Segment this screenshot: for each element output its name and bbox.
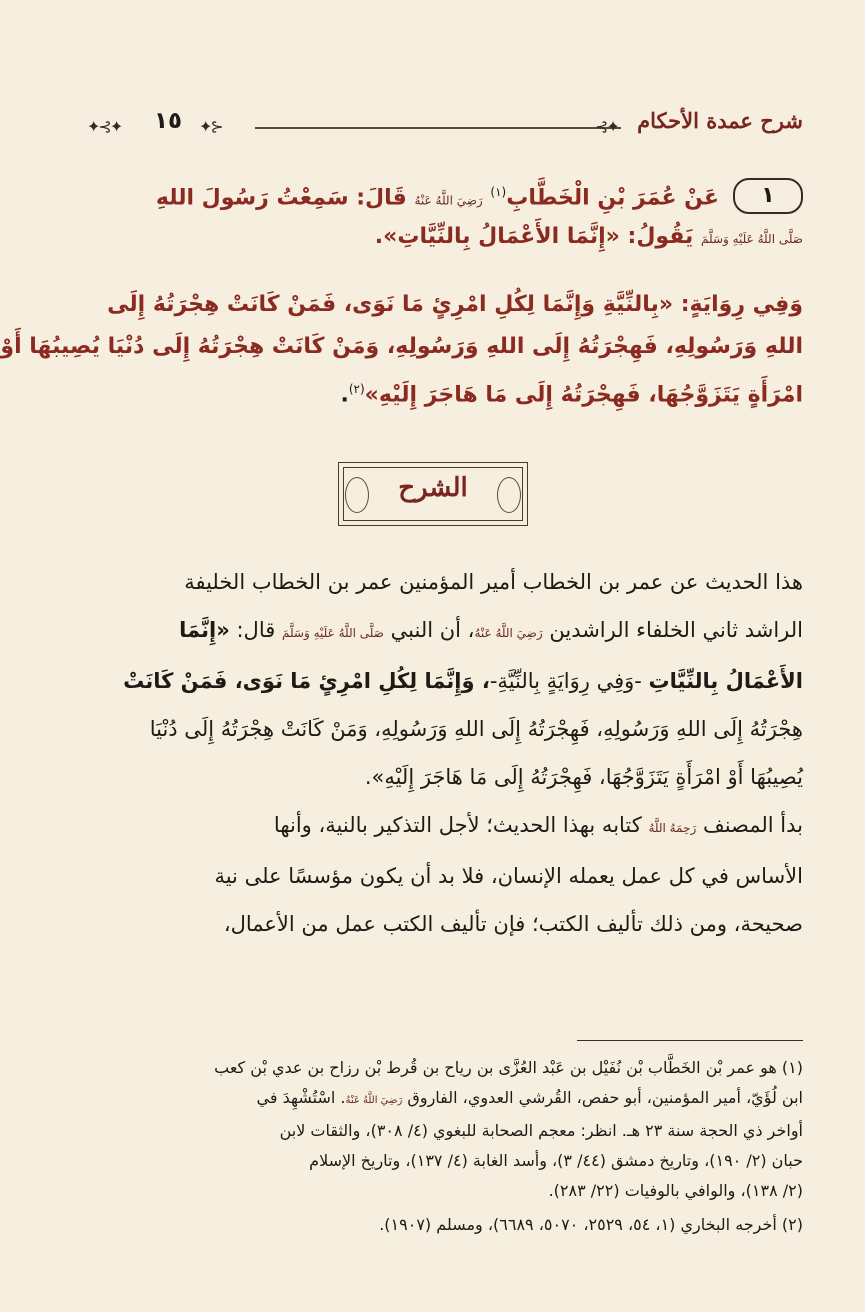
hadith-quote: اللهِ وَرَسُولِهِ، فَهِجْرَتُهُ إِلَى اللهِ وَرَسُولِهِ، وَمَنْ كَانَتْ هِجْرَتُهُ إِلَى دُنْيَا يُصِيبُهَا أَوْ (0, 334, 803, 359)
ornament-icon: ✦⊱✦ (87, 117, 122, 136)
text: الراشد ثاني الخلفاء الراشدين (549, 618, 803, 642)
footnote-line: (٢/ ١٣٨)، والوافي بالوفيات (٢٢/ ٢٨٣). (548, 1181, 803, 1200)
page-header (87, 108, 803, 148)
narrator-name: عَنْ عُمَرَ بْنِ الْخَطَّابِ (506, 185, 719, 211)
section-title-box (338, 462, 528, 526)
header-rule (255, 127, 621, 129)
punctuation: . (340, 382, 349, 408)
honorific: رَحِمَهُ اللَّهُ (648, 821, 697, 835)
body-line (93, 808, 803, 845)
text: ، أن النبي (390, 618, 475, 642)
body-line: هذا الحديث عن عمر بن الخطاب أمير المؤمنين عمر بن الخطاب الخليفة (184, 570, 803, 594)
body-line: صحيحة، ومن ذلك تأليف الكتب؛ فإن تأليف الكتب عمل من الأعمال، (223, 912, 803, 936)
body-line: الأساس في كل عمل يعمله الإنسان، فلا بد أن يكون مؤسسًا على نية (214, 864, 803, 888)
hadith-line (93, 290, 803, 320)
running-title: شرح عمدة الأحكام (637, 108, 803, 133)
footnote-line: حبان (٢/ ١٩٠)، وتاريخ دمشق (٤٤/ ٣)، وأسد الغابة (٤/ ١٣٧)، وتاريخ الإسلام (309, 1151, 803, 1170)
footnote-line: (١) هو عمر بْن الخَطَّاب بْن نُفَيْل بن عَبْد العُزَّى بن رياح بن قُرط بْن رزاح بن عدي بْن كعب (214, 1058, 803, 1077)
honorific: رَضِيَ اللَّهُ عَنْهُ (414, 193, 483, 208)
ornament-icon: ⊰✦ (199, 117, 222, 136)
text: . اسْتُشْهِدَ في (256, 1088, 346, 1107)
footnotes (93, 1056, 803, 1243)
honorific: رَضِيَ اللَّهُ عَنْهُ (345, 1095, 403, 1106)
narration-intro: وَفِي رِوَايَةٍ: (680, 292, 803, 317)
text: قال: (236, 618, 276, 642)
body-line (93, 613, 803, 650)
body-line: هِجْرَتُهُ إِلَى اللهِ وَرَسُولِهِ، فَهِجْرَتُهُ إِلَى اللهِ وَرَسُولِهِ، وَمَنْ كَانَتْ هِجْرَتُهُ إِلَى دُنْيَا (149, 717, 803, 741)
hadith-line (93, 374, 803, 410)
hadith-phrase: قَالَ: سَمِعْتُ رَسُولَ اللهِ (155, 185, 407, 211)
hadith-number: ١ (733, 178, 803, 214)
hadith-text (0, 174, 803, 410)
honorific: صَلَّى اللَّهُ عَلَيْهِ وَسَلَّمَ (281, 626, 384, 640)
body-line: يُصِيبُهَا أَوْ امْرَأَةٍ يَتَزَوَّجُهَا، فَهِجْرَتُهُ إِلَى مَا هَاجَرَ إِلَيْهِ». (364, 765, 803, 789)
quote-text: «إِنَّمَا (179, 618, 230, 642)
text: -وَفِي رِوَايَةٍ بِالنِّيَّةِ- (489, 669, 642, 693)
footnote-separator (577, 1040, 803, 1041)
hadith-line-content (156, 177, 719, 215)
quote-text: الأَعْمَالُ بِالنِّيَّاتِ (648, 669, 803, 693)
footnote-line: أواخر ذي الحجة سنة ٢٣ هـ. انظر: معجم الصحابة للبغوي (٤/ ٣٠٨)، والثقات لابن (279, 1121, 803, 1140)
hadith-line (0, 332, 803, 362)
footnote-line: (٢) أخرجه البخاري (١، ٥٤، ٢٥٢٩، ٥٠٧٠، ٦٦٨٩)، ومسلم (١٩٠٧). (379, 1215, 803, 1234)
hadith-line (93, 222, 803, 254)
quote-text: ، وَإِنَّمَا لِكُلِ امْرِئٍ مَا نَوَى، فَمَنْ كَانَتْ (123, 669, 490, 693)
section-title: الشرح (398, 473, 468, 503)
text: بدأ المصنف (702, 813, 803, 837)
ornament-icon: ✦⊱ (595, 117, 618, 136)
hadith-quote: «بِالنِّيَّةِ وَإِنَّمَا لِكُلِ امْرِئٍ مَا نَوَى، فَمَنْ كَانَتْ هِجْرَتُهُ إِلَى (107, 292, 674, 317)
hadith-quote: «إِنَّمَا الأَعْمَالُ بِالنِّيَّاتِ». (374, 224, 620, 249)
hadith-line (93, 174, 803, 218)
commentary-text (93, 565, 803, 955)
footnote-line (93, 1086, 803, 1113)
hadith-phrase: يَقُولُ: (627, 224, 694, 249)
honorific: صَلَّى اللَّهُ عَلَيْهِ وَسَلَّمَ (701, 232, 803, 246)
text: كتابه بهذا الحديث؛ لأجل التذكير بالنية، وأنها (273, 813, 642, 837)
footnote-ref: (١) (490, 184, 507, 199)
honorific: رَضِيَ اللَّهُ عَنْهُ (474, 626, 543, 640)
body-line (93, 664, 803, 698)
hadith-quote: امْرَأَةٍ يَتَزَوَّجُهَا، فَهِجْرَتُهُ إِلَى مَا هَاجَرَ إِلَيْهِ» (364, 382, 803, 408)
text: ابن لُؤَيّ، أمير المؤمنين، أبو حفص، القُرشي العدوي، الفاروق (407, 1088, 803, 1107)
page-number: ١٥ (153, 108, 183, 134)
footnote-ref: (٢) (348, 382, 365, 396)
